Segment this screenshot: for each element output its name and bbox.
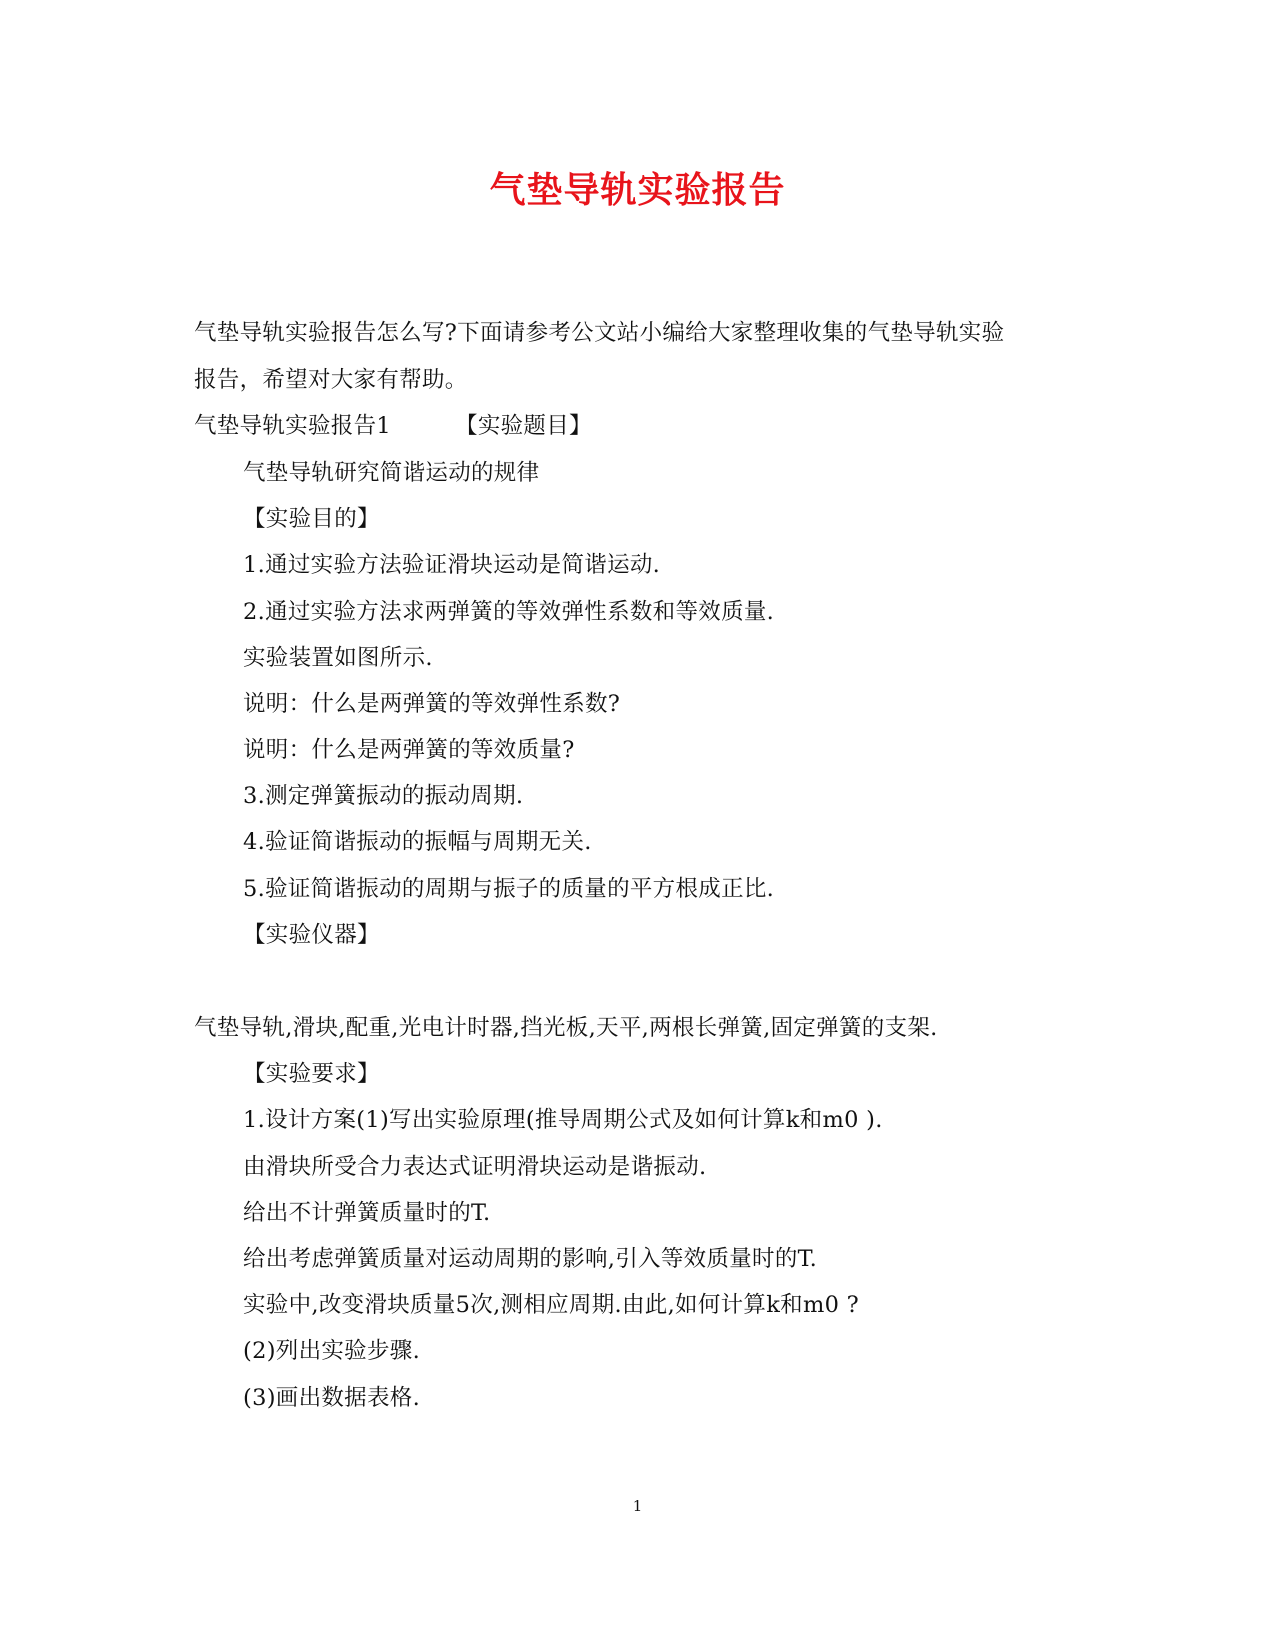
setup-text: 实验装置如图所示. xyxy=(243,645,433,671)
intro-line-1: 气垫导轨实验报告怎么写?下面请参考公文站小编给大家整理收集的气垫导轨实验 xyxy=(194,320,1005,346)
requirement-item-3: 给出不计弹簧质量时的T. xyxy=(243,1200,491,1226)
topic-heading: 【实验题目】 xyxy=(455,413,592,439)
requirement-item-1: 1.设计方案(1)写出实验原理(推导周期公式及如何计算k和m0 ). xyxy=(243,1107,883,1133)
requirement-item-5: 实验中,改变滑块质量5次,测相应周期.由此,如何计算k和m0 ? xyxy=(243,1292,860,1318)
purpose-item-2: 2.通过实验方法求两弹簧的等效弹性系数和等效质量. xyxy=(243,599,775,625)
explain-line-1: 说明：什么是两弹簧的等效弹性系数? xyxy=(243,691,621,717)
intro-line-2: 报告，希望对大家有帮助。 xyxy=(194,367,468,393)
instrument-list: 气垫导轨,滑块,配重,光电计时器,挡光板,天平,两根长弹簧,固定弹簧的支架. xyxy=(194,1015,938,1041)
requirement-item-6: (2)列出实验步骤. xyxy=(243,1338,421,1364)
instrument-heading: 【实验仪器】 xyxy=(243,922,380,948)
purpose-item-5: 5.验证简谐振动的周期与振子的质量的平方根成正比. xyxy=(243,876,775,902)
explain-line-2: 说明：什么是两弹簧的等效质量? xyxy=(243,737,575,763)
document-title: 气垫导轨实验报告 xyxy=(489,169,786,211)
report-heading-line xyxy=(194,411,592,441)
purpose-item-4: 4.验证简谐振动的振幅与周期无关. xyxy=(243,829,592,855)
purpose-item-1: 1.通过实验方法验证滑块运动是简谐运动. xyxy=(243,552,661,578)
purpose-heading: 【实验目的】 xyxy=(243,506,380,532)
requirement-item-4: 给出考虑弹簧质量对运动周期的影响,引入等效质量时的T. xyxy=(243,1246,818,1272)
report-label: 气垫导轨实验报告1 xyxy=(194,413,392,439)
requirement-item-7: (3)画出数据表格. xyxy=(243,1385,421,1411)
purpose-item-3: 3.测定弹簧振动的振动周期. xyxy=(243,783,524,809)
page-number: 1 xyxy=(632,1497,643,1515)
requirement-item-2: 由滑块所受合力表达式证明滑块运动是谐振动. xyxy=(243,1154,707,1180)
requirement-heading: 【实验要求】 xyxy=(243,1061,380,1087)
topic-text: 气垫导轨研究简谐运动的规律 xyxy=(243,460,540,486)
